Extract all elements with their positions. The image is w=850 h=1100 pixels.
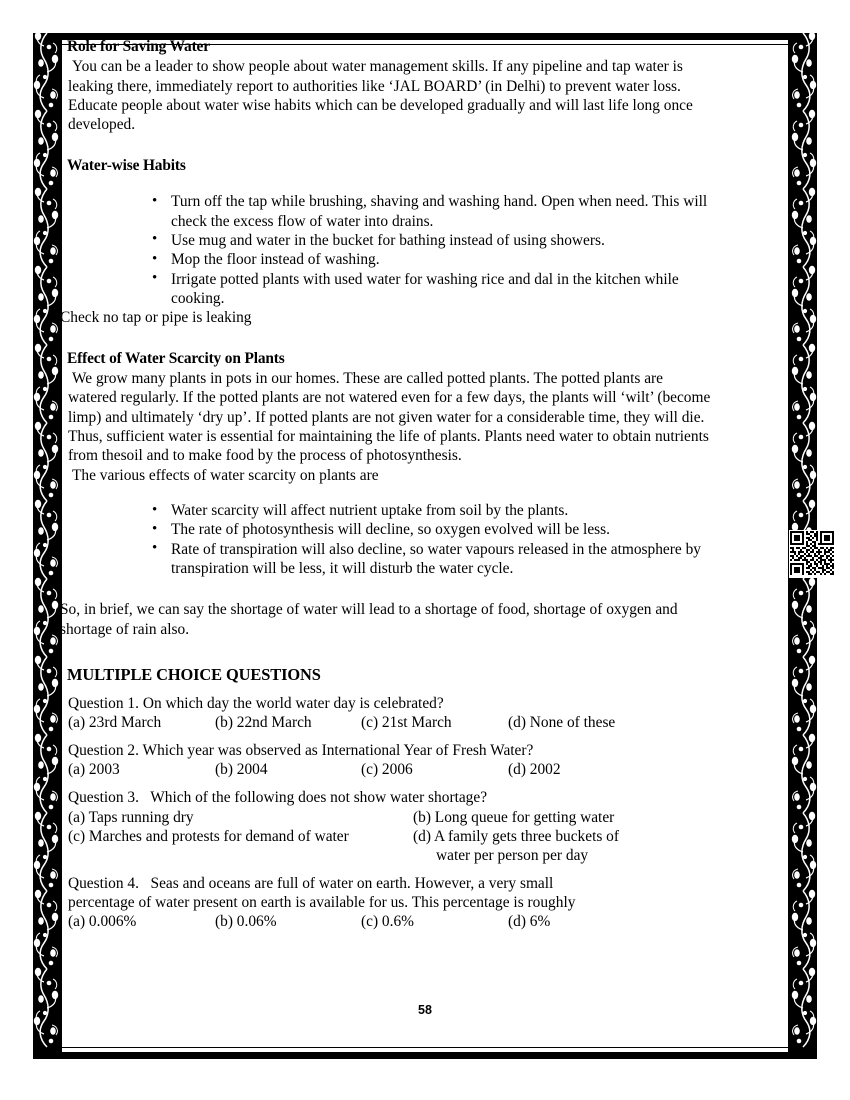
question-4-option-c[interactable]: (c) 0.6%	[361, 913, 414, 931]
section-effect-of-water-scarcity-on-plants	[60, 350, 712, 639]
question-2-option-c[interactable]: (c) 2006	[361, 761, 413, 779]
bottom-hairline	[61, 1047, 789, 1048]
section-heading-water-wise-habits: Water-wise Habits	[67, 156, 186, 174]
spacer	[60, 865, 712, 874]
paragraph-role-for-saving-water: You can be a leader to show people about water management skills. If any pipeline and tap water is leaking there, immediately report to authorities like ‘JAL BOARD’ (in Delhi) to prevent water loss. Educate people about water wise habits which can be developed gradually and will last life long once developed.	[68, 58, 693, 134]
list-effects-of-water-scarcity	[60, 501, 712, 578]
section-heading-role-for-saving-water: Role for Saving Water	[67, 38, 210, 55]
question-1-option-b[interactable]: (b) 22nd March	[215, 714, 312, 732]
question-3-options	[68, 808, 712, 865]
paragraph-effect-of-water-scarcity: We grow many plants in pots in our homes. These are called potted plants. The potted plants are watered regularly. If the potted plants are not watered even for a few days, the plants will ‘wilt’ (become limp) and ultimately ‘dry up’. If potted plants are not given water for a considerable time, they will die. Thus, sufficient water is essential for maintaining the life of plants. Plants need water to obtain nutrients from thesoil and to make food by the process of photosynthesis.	[68, 370, 711, 465]
question-2-option-a[interactable]: (a) 2003	[68, 761, 120, 779]
list-item: • The rate of photosynthesis will decline, so oxygen evolved will be less.	[152, 520, 731, 539]
question-1-prompt: On which day the world water day is celebrated?	[142, 694, 444, 712]
question-3-options-row-3	[68, 846, 712, 865]
question-2	[68, 741, 712, 779]
question-3-option-d-continuation: water per person per day	[436, 846, 589, 864]
spacer	[60, 328, 712, 350]
list-item: • Water scarcity will affect nutrient uptake from soil by the plants.	[152, 501, 731, 520]
question-2-text	[68, 741, 712, 760]
question-3	[68, 788, 712, 864]
question-2-option-d[interactable]: (d) 2002	[508, 761, 561, 779]
question-4	[68, 874, 712, 932]
question-3-options-row-1	[68, 808, 712, 827]
spacer	[60, 176, 712, 192]
spacer	[60, 135, 712, 157]
spacer	[60, 578, 712, 600]
list-item: • Irrigate potted plants with used water for washing rice and dal in the kitchen while cooking.	[152, 270, 731, 309]
list-item: • Turn off the tap while brushing, shaving and washing hand. Open when need. This will check the excess flow of water into drains.	[152, 192, 731, 231]
floral-vine-border-left	[33, 33, 61, 1059]
question-4-option-d[interactable]: (d) 6%	[508, 913, 551, 931]
question-1-options	[68, 713, 712, 732]
question-3-option-b[interactable]: (b) Long queue for getting water	[413, 808, 615, 826]
bottom-rule	[33, 1052, 817, 1059]
list-item: • Mop the floor instead of washing.	[152, 250, 731, 269]
spacer	[60, 639, 712, 665]
question-3-options-row-2	[68, 827, 712, 846]
question-4-text-line-2: percentage of water present on earth is available for us. This percentage is roughly	[68, 894, 576, 911]
question-1-option-a[interactable]: (a) 23rd March	[68, 714, 162, 732]
question-3-option-d[interactable]: (d) A family gets three buckets of	[413, 827, 620, 845]
question-3-option-a[interactable]: (a) Taps running dry	[68, 808, 194, 826]
question-4-options	[68, 912, 712, 931]
section-water-wise-habits	[60, 157, 712, 328]
list-item: • Use mug and water in the bucket for bathing instead of using showers.	[152, 231, 731, 250]
question-3-gap	[139, 789, 150, 806]
qr-code[interactable]	[789, 530, 837, 578]
section-heading-effect-of-water-scarcity-on-plants: Effect of Water Scarcity on Plants	[67, 349, 285, 367]
question-4-gap	[139, 875, 151, 892]
question-1-option-c[interactable]: (c) 21st March	[361, 714, 452, 732]
spacer	[60, 485, 712, 501]
section-multiple-choice-questions	[60, 665, 712, 931]
question-4-prompt: Seas and oceans are full of water on earth. However, a very small	[150, 874, 554, 892]
section-heading-multiple-choice-questions: MULTIPLE CHOICE QUESTIONS	[67, 665, 321, 684]
question-3-label: Question 3.	[68, 789, 139, 807]
question-4-label: Question 4.	[68, 874, 139, 892]
question-2-label: Question 2.	[68, 742, 139, 760]
list-water-wise-habits	[60, 192, 712, 308]
spacer	[60, 779, 712, 788]
note-check-no-tap-leaking: Check no tap or pipe is leaking	[60, 309, 252, 327]
question-1-option-d[interactable]: (d) None of these	[508, 714, 616, 732]
question-3-text	[68, 788, 712, 807]
question-3-option-c[interactable]: (c) Marches and protests for demand of water	[68, 827, 349, 845]
lead-in-effects-list: The various effects of water scarcity on plants are	[72, 466, 379, 484]
question-2-option-b[interactable]: (b) 2004	[215, 761, 268, 779]
question-2-prompt: Which year was observed as International Year of Fresh Water?	[142, 742, 534, 760]
question-1-text	[68, 694, 712, 713]
page-number: 58	[418, 1003, 432, 1017]
question-1	[68, 694, 712, 732]
paragraph-closing-summary: So, in brief, we can say the shortage of water will lead to a shortage of food, shortage of oxygen and shortage of rain also.	[60, 601, 678, 638]
list-item: • Rate of transpiration will also decline, so water vapours released in the atmosphere by transpiration will be less, it will disturb the water cycle.	[152, 540, 731, 579]
question-2-options	[68, 760, 712, 779]
question-4-option-b[interactable]: (b) 0.06%	[215, 913, 277, 931]
question-3-prompt: Which of the following does not show water shortage?	[150, 789, 488, 807]
question-1-label: Question 1.	[68, 694, 139, 712]
section-role-for-saving-water	[60, 38, 712, 135]
question-4-text	[68, 874, 712, 893]
question-4-option-a[interactable]: (a) 0.006%	[68, 913, 137, 931]
document-body	[60, 38, 712, 931]
spacer	[60, 732, 712, 741]
